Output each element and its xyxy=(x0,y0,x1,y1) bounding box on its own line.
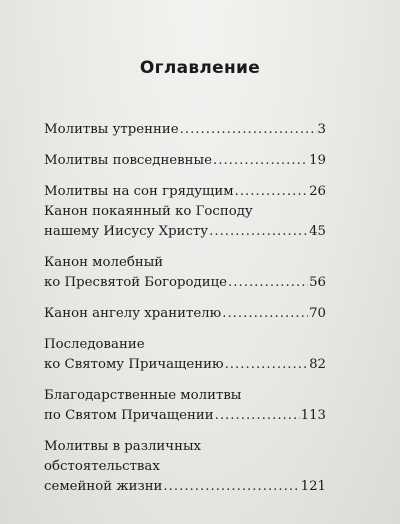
toc-entry xyxy=(44,437,326,497)
toc-entry-title: Молитвы утренние xyxy=(44,122,179,137)
toc-entry-title-cont: ко Пресвятой Богородице xyxy=(44,275,228,290)
toc-entry xyxy=(44,253,326,293)
dot-leader xyxy=(163,477,299,497)
dot-leader xyxy=(222,304,308,324)
toc-entry xyxy=(44,151,326,171)
toc-page-number: 82 xyxy=(309,357,326,372)
toc-page-number: 26 xyxy=(309,184,326,199)
toc-entry-title-cont: обстоятельствах xyxy=(44,459,160,474)
toc-entry xyxy=(44,386,326,426)
dot-leader xyxy=(215,406,300,426)
toc-entry xyxy=(44,120,326,140)
toc-entry xyxy=(44,202,326,242)
dot-leader xyxy=(225,355,309,375)
toc-page-number: 56 xyxy=(309,275,326,290)
toc-entry-title-cont: по Святом Причащении xyxy=(44,408,214,423)
toc-entry-title-cont: семейной жизни xyxy=(44,479,163,494)
toc-page-number: 19 xyxy=(309,153,326,168)
table-of-contents xyxy=(44,120,326,508)
dot-leader xyxy=(235,182,308,202)
toc-page-number: 121 xyxy=(300,479,326,494)
toc-page-number: 45 xyxy=(309,224,326,239)
dot-leader xyxy=(228,273,308,293)
toc-entry-title: Последование xyxy=(44,337,145,352)
toc-entry-title: Молитвы на сон грядущим xyxy=(44,184,234,199)
toc-entry-title: Канон молебный xyxy=(44,255,164,270)
toc-entry xyxy=(44,335,326,375)
toc-entry-title: Благодарственные молитвы xyxy=(44,388,242,403)
toc-entry-title: Молитвы в различных xyxy=(44,439,202,454)
dot-leader xyxy=(180,120,317,140)
toc-entry-title-cont: ко Святому Причащению xyxy=(44,357,224,372)
dot-leader xyxy=(213,151,308,171)
show-through-texture xyxy=(150,0,400,60)
dot-leader xyxy=(209,222,308,242)
toc-entry-title: Канон ангелу хранителю xyxy=(44,306,222,321)
toc-entry-title: Канон покаянный ко Господу xyxy=(44,204,253,219)
toc-entry-title-cont: нашему Иисусу Христу xyxy=(44,224,209,239)
toc-entry-title: Молитвы повседневные xyxy=(44,153,212,168)
toc-page-number: 70 xyxy=(309,306,326,321)
toc-entry xyxy=(44,304,326,324)
toc-entry xyxy=(44,182,326,202)
toc-page-number: 113 xyxy=(300,408,326,423)
toc-page-number: 3 xyxy=(317,122,326,137)
page-title: Оглавление xyxy=(139,58,261,78)
